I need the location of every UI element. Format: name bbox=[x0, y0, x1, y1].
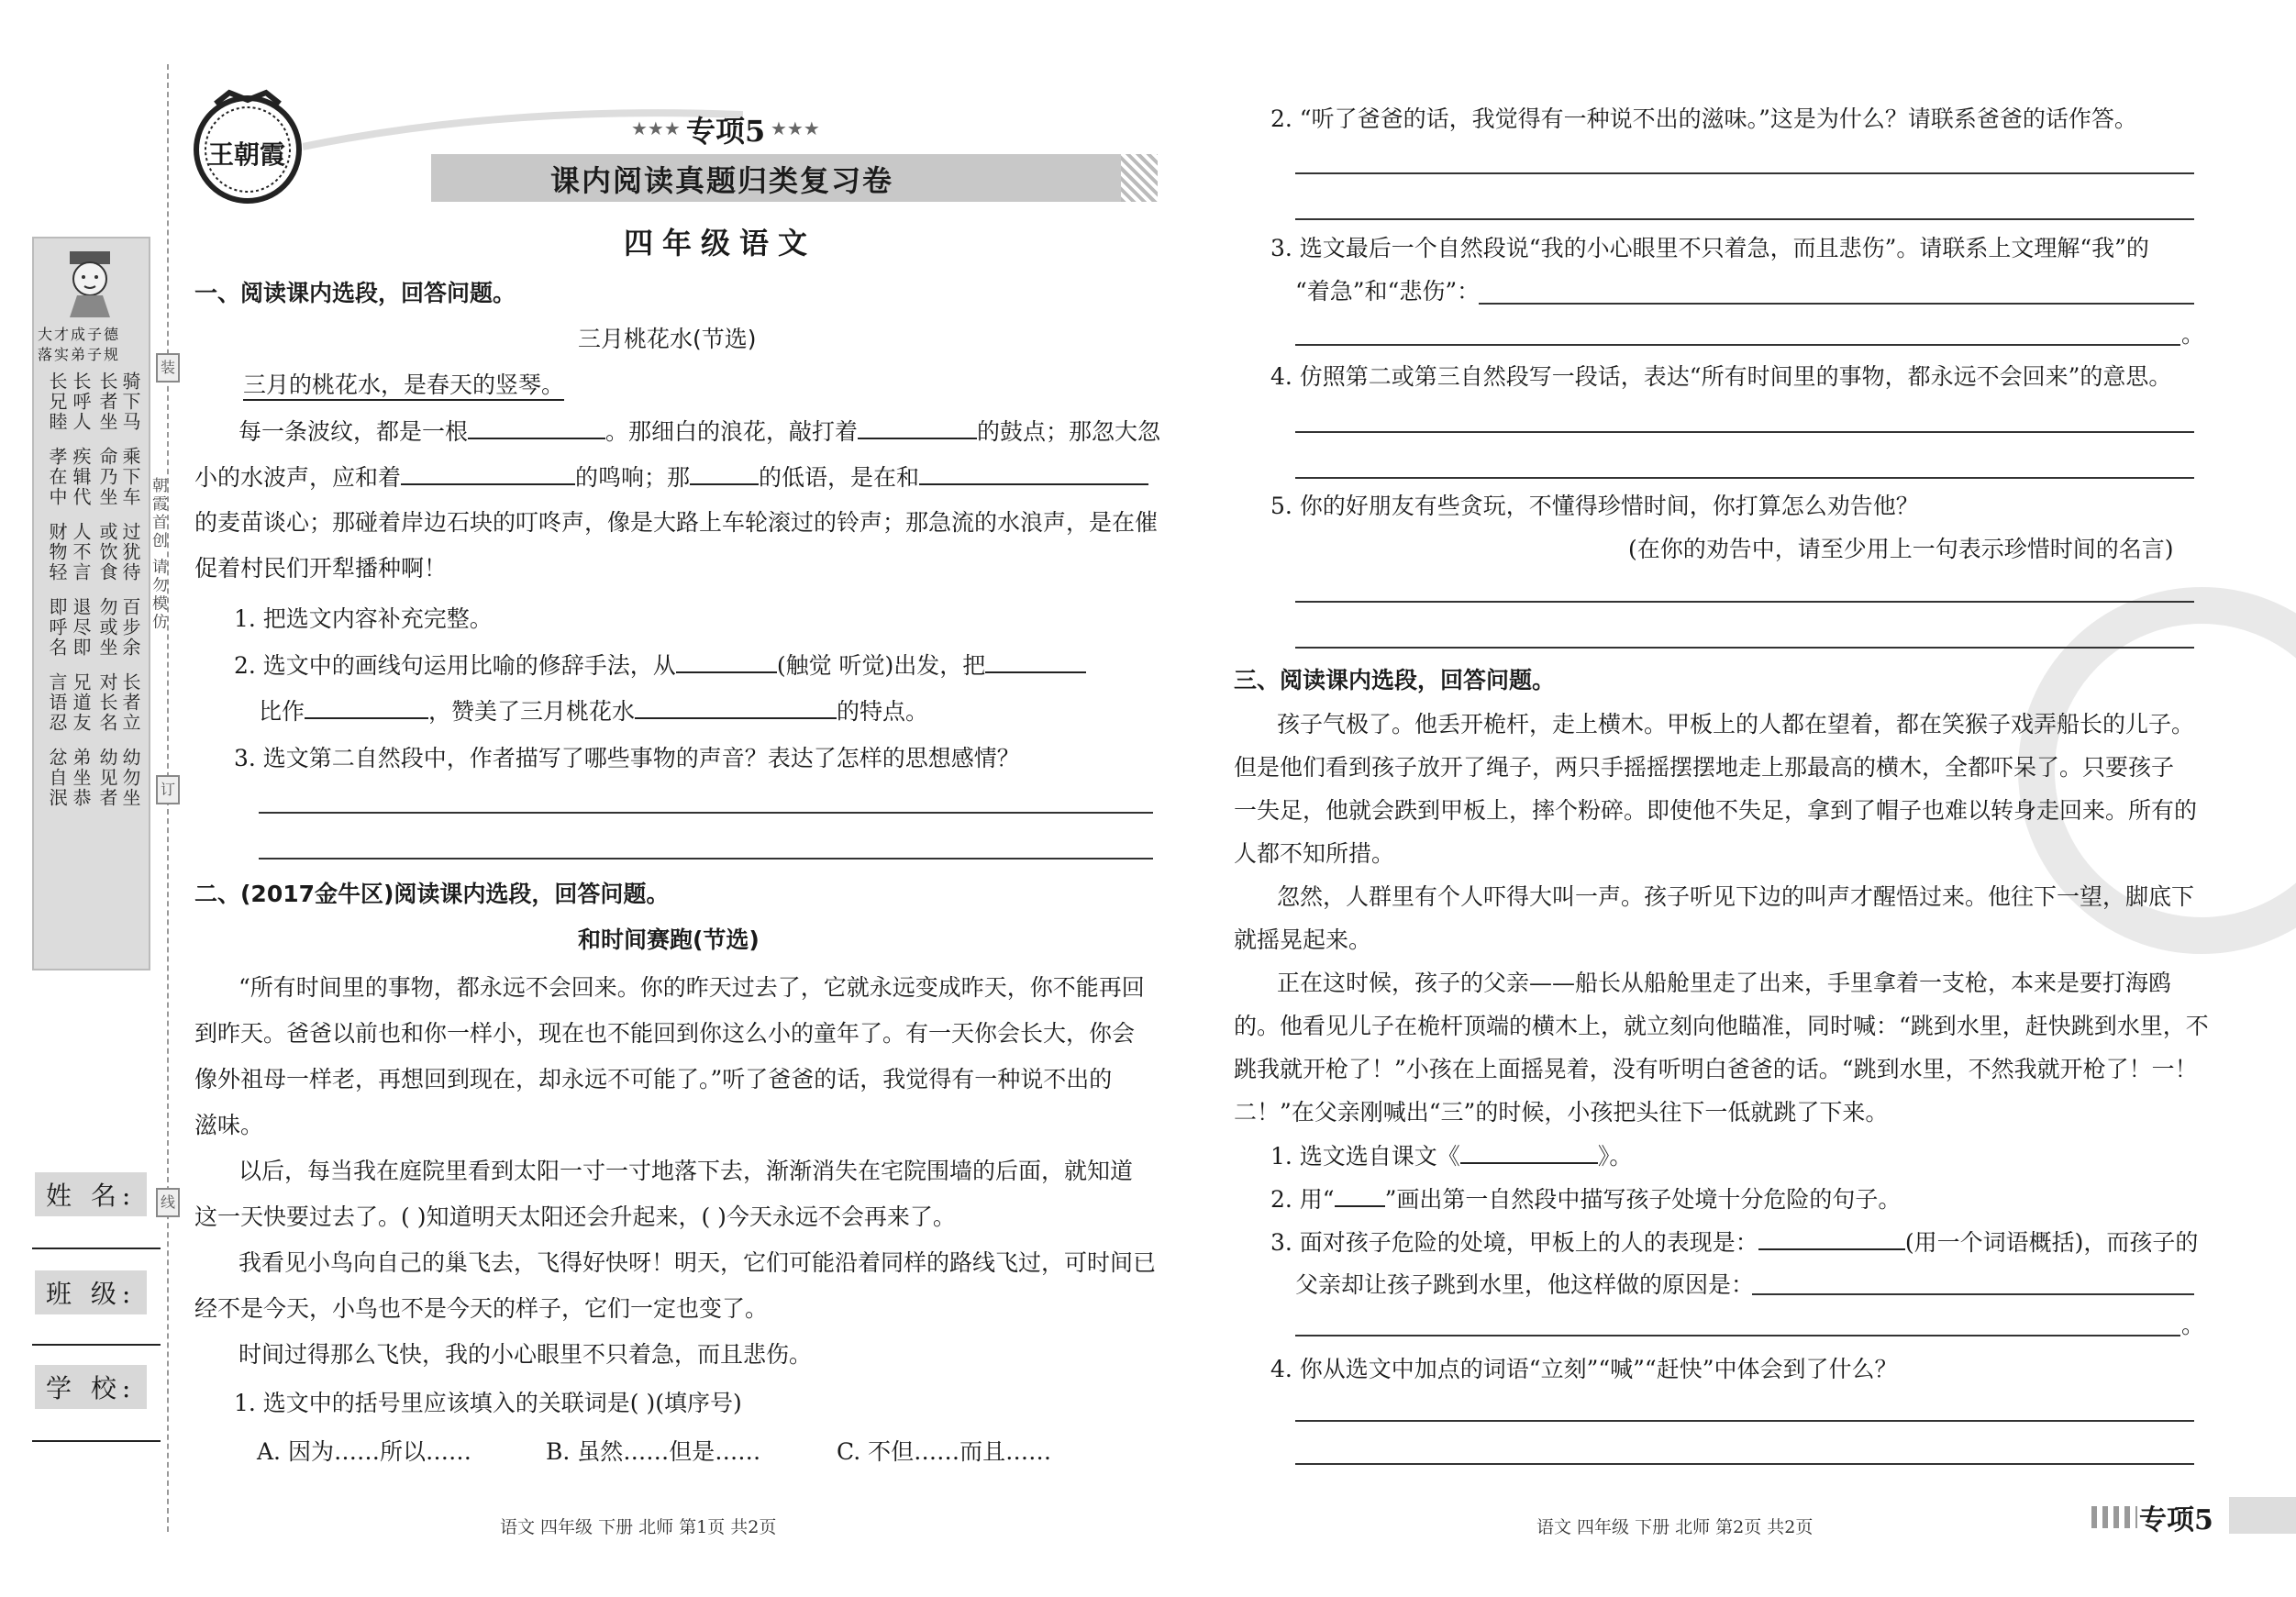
text: 2. 用“ bbox=[1270, 1186, 1335, 1213]
answer-line[interactable] bbox=[1479, 303, 2194, 305]
answer-line[interactable] bbox=[1295, 431, 2194, 433]
star-right-icon: ★★★ bbox=[771, 117, 820, 139]
part3-line: 正在这时候，孩子的父亲——船长从船舱里走了出来，手里拿着一支枪，本来是要打海鸥 bbox=[1277, 970, 2172, 996]
poem-col: 长兄睦 bbox=[46, 372, 68, 432]
text: ”画出第一自然段中描写孩子处境十分危险的句子。 bbox=[1384, 1186, 1902, 1213]
text: 》。 bbox=[1597, 1143, 1633, 1170]
poem-col: 幼见者 bbox=[96, 748, 118, 808]
part1-p1: 三月的桃花水，是春天的竖琴。 bbox=[243, 372, 564, 401]
text: 。那细白的浪花，敲打着 bbox=[605, 418, 859, 445]
school-label: 学 校: bbox=[35, 1365, 147, 1409]
motto-line-1: 大才成子德 bbox=[38, 326, 121, 343]
poem-col: 孝在中 bbox=[46, 447, 68, 507]
part3-q4: 4. 你从选文中加点的词语“立刻”“喊”“赶快”中体会到了什么？ bbox=[1270, 1356, 1898, 1382]
answer-line[interactable] bbox=[259, 812, 1153, 814]
poem-col: 人不言 bbox=[70, 522, 92, 582]
poem-col: 即呼名 bbox=[46, 597, 68, 658]
part3-line: 的。他看见儿子在桅杆顶端的横木上，就立刻向他瞄准，同时喊：“跳到水里，赶快跳到水里，不 bbox=[1234, 1013, 2209, 1039]
poem-col: 退尽即 bbox=[70, 597, 92, 658]
option-c[interactable]: C. 不但……而且…… bbox=[837, 1438, 1052, 1465]
part3-line: 忽然，人群里有个人吓得大叫一声。孩子听见下边的叫声才醒悟过来。他往下一望，脚底下 bbox=[1277, 883, 2195, 910]
text: 的低语，是在和 bbox=[759, 464, 920, 491]
part1-passage-title: 三月桃花水(节选) bbox=[578, 326, 757, 352]
part1-p2-line3: 的麦苗谈心；那碰着岸边石块的叮咚声，像是大路上车轮滚过的铃声；那急流的水浪声，是在催 bbox=[194, 509, 1159, 536]
part1-p2-line1 bbox=[238, 417, 1160, 446]
part2-q5: 5. 你的好朋友有些贪玩，不懂得珍惜时间，你打算怎么劝告他？ bbox=[1270, 493, 1919, 519]
poem-col: 长者立 bbox=[119, 672, 141, 733]
poem-col: 或饮食 bbox=[96, 522, 118, 582]
answer-line[interactable] bbox=[1295, 1463, 2194, 1465]
poem-col: 财物轻 bbox=[46, 522, 68, 582]
cartoon-icon bbox=[57, 248, 123, 319]
poem-col: 对长名 bbox=[96, 672, 118, 733]
part3-line: 人都不知所措。 bbox=[1234, 840, 1395, 867]
poem-col: 勿或坐 bbox=[96, 597, 118, 658]
part2-q1: 1. 选文中的括号里应该填入的关联词是( )(填序号) bbox=[234, 1390, 742, 1416]
part3-line: 一失足，他就会跌到甲板上，摔个粉碎。即使他不失足，拿到了帽子也难以转身走回来。所有的 bbox=[1234, 797, 2198, 824]
period-mark: 。 bbox=[2181, 321, 2205, 348]
class-label: 班 级: bbox=[35, 1270, 147, 1314]
blank[interactable] bbox=[1335, 1185, 1385, 1207]
blank[interactable] bbox=[690, 463, 759, 485]
poem-col: 疾辑代 bbox=[70, 447, 92, 507]
part2-q3-line1: 3. 选文最后一个自然段说“我的小心眼里不只着急，而且悲伤”。请联系上文理解“我”的 bbox=[1270, 235, 2149, 261]
motto-line-2: 落实弟子规 bbox=[38, 346, 121, 363]
period-mark: 。 bbox=[2181, 1312, 2205, 1338]
part3-q2 bbox=[1270, 1185, 1901, 1214]
title-checker bbox=[1121, 154, 1158, 202]
poem-col: 忿自泯 bbox=[46, 748, 68, 808]
blank[interactable] bbox=[985, 651, 1086, 673]
part2-q5-note: (在你的劝告中，请至少用上一句表示珍惜时间的名言) bbox=[1628, 536, 2174, 562]
name-label: 姓 名: bbox=[35, 1172, 147, 1216]
page-title: 课内阅读真题归类复习卷 bbox=[550, 163, 894, 198]
part2-q3-line2: “着急”和“悲伤”： bbox=[1295, 278, 1481, 305]
part3-line: 二！”在父亲刚喊出“三”的时候，小孩把头往下一低就跳了下来。 bbox=[1234, 1099, 1889, 1126]
option-b[interactable]: B. 虽然……但是…… bbox=[546, 1438, 761, 1465]
answer-line[interactable] bbox=[1295, 344, 2180, 346]
answer-line[interactable] bbox=[1295, 477, 2194, 479]
part2-line: 时间过得那么飞快，我的小心眼里不只着急，而且悲伤。 bbox=[238, 1341, 813, 1368]
poem-col: 长呼人 bbox=[70, 372, 92, 432]
poem-col: 兄道友 bbox=[70, 672, 92, 733]
blank[interactable] bbox=[1460, 1142, 1598, 1164]
part3-line: 孩子气极了。他丢开桅杆，走上横木。甲板上的人都在望着，都在笑猴子戏弄船长的儿子。 bbox=[1277, 711, 2195, 738]
sidebar-motto-box bbox=[32, 237, 150, 970]
poem-col: 乘下车 bbox=[119, 447, 141, 507]
text: ，赞美了三月桃花水 bbox=[428, 698, 636, 725]
poem-col: 骑下马 bbox=[119, 372, 141, 432]
part2-line: 滋味。 bbox=[194, 1112, 264, 1138]
answer-line[interactable] bbox=[1295, 601, 2194, 603]
text: 比作 bbox=[259, 698, 305, 725]
part1-q1: 1. 把选文内容补充完整。 bbox=[234, 605, 493, 632]
subject-title: 四年级语文 bbox=[624, 226, 817, 261]
brand-name: 王朝霞 bbox=[208, 139, 286, 170]
answer-line[interactable] bbox=[1295, 1420, 2194, 1422]
text: 每一条波纹，都是一根 bbox=[238, 418, 469, 445]
text: (触觉 听觉)出发，把 bbox=[776, 652, 986, 679]
copyright-note: 朝霞首创 请勿模仿 bbox=[149, 477, 167, 632]
text: (用一个词语概括)，而孩子的 bbox=[1904, 1229, 2199, 1256]
part2-line: 这一天快要过去了。( )知道明天太阳还会升起来，( )今天永远不会再来了。 bbox=[194, 1203, 956, 1230]
series-tag: 专项5 bbox=[686, 114, 766, 149]
part1-q2-line2 bbox=[259, 697, 928, 726]
poem-col: 过犹待 bbox=[119, 522, 141, 582]
binding-mark-2: 订 bbox=[156, 775, 180, 804]
text: 的特点。 bbox=[837, 698, 929, 725]
answer-line[interactable] bbox=[1295, 1335, 2180, 1336]
binding-mark-1: 装 bbox=[156, 353, 180, 383]
part1-q3: 3. 选文第二自然段中，作者描写了哪些事物的声音？表达了怎样的思想感情？ bbox=[234, 745, 1020, 771]
part2-line: 经不是今天，小鸟也不是今天的样子，它们一定也变了。 bbox=[194, 1295, 769, 1322]
part2-line: 像外祖母一样老，再想回到现在，却永远不可能了。”听了爸爸的话，我觉得有一种说不出的 bbox=[194, 1066, 1113, 1092]
part3-line: 就摇晃起来。 bbox=[1234, 926, 1372, 953]
part3-q3-line1 bbox=[1270, 1228, 2198, 1257]
part2-line: “所有时间里的事物，都永远不会回来。你的昨天过去了，它就永远变成昨天，你不能再回 bbox=[238, 974, 1145, 1001]
text: 小的水波声，应和着 bbox=[194, 464, 402, 491]
binding-mark-3: 线 bbox=[156, 1188, 180, 1217]
part2-q2: 2. “听了爸爸的话，我觉得有一种说不出的滋味。”这是为什么？请联系爸爸的话作答。 bbox=[1270, 105, 2137, 132]
footer-left: 语文 四年级 下册 北师 第1页 共2页 bbox=[500, 1517, 777, 1537]
poem-col: 长者坐 bbox=[96, 372, 118, 432]
poem-grid bbox=[38, 372, 146, 959]
part3-heading: 三、阅读课内选段，回答问题。 bbox=[1234, 667, 1556, 693]
text: 的鸣响；那 bbox=[575, 464, 691, 491]
option-a[interactable]: A. 因为……所以…… bbox=[257, 1438, 471, 1465]
blank[interactable] bbox=[858, 417, 977, 439]
text: 的鼓点；那忽大忽 bbox=[977, 418, 1161, 445]
text: 1. 选文选自课文《 bbox=[1270, 1143, 1460, 1170]
class-field[interactable] bbox=[32, 1344, 161, 1346]
answer-line[interactable] bbox=[1295, 218, 2194, 220]
part3-line: 但是他们看到孩子放开了绳子，两只手摇摇摆摆地走上那最高的横木，全都吓呆了。只要孩子 bbox=[1234, 754, 2175, 781]
poem-col: 弟坐恭 bbox=[70, 748, 92, 808]
answer-line[interactable] bbox=[1295, 647, 2194, 649]
footer-tag: 专项5 bbox=[2139, 1504, 2213, 1536]
blank[interactable] bbox=[1758, 1228, 1905, 1250]
footer-tag-dots bbox=[2091, 1506, 2137, 1528]
poem-col: 言语忍 bbox=[46, 672, 68, 733]
poem-col: 命乃坐 bbox=[96, 447, 118, 507]
name-field[interactable] bbox=[32, 1248, 161, 1249]
star-left-icon: ★★★ bbox=[631, 117, 681, 139]
brand-logo bbox=[188, 87, 307, 206]
footer-tag-bar bbox=[2229, 1497, 2296, 1534]
part1-p2-line2 bbox=[194, 463, 1148, 492]
part3-q1 bbox=[1270, 1142, 1632, 1170]
blank[interactable] bbox=[305, 697, 428, 719]
poem-col: 百步余 bbox=[119, 597, 141, 658]
part3-q3-line2: 父亲却让孩子跳到水里，他这样做的原因是： bbox=[1295, 1271, 1755, 1298]
part2-line: 到昨天。爸爸以前也和你一样小，现在也不能回到你这么小的童年了。有一天你会长大，你会 bbox=[194, 1020, 1136, 1047]
part1-q2-line1 bbox=[234, 651, 1086, 680]
poem-col: 幼勿坐 bbox=[119, 748, 141, 808]
answer-line[interactable] bbox=[1752, 1293, 2194, 1295]
blank[interactable] bbox=[401, 463, 575, 485]
answer-line[interactable] bbox=[259, 858, 1153, 859]
part2-q4: 4. 仿照第二或第三自然段写一段话，表达“所有时间里的事物，都永远不会回来”的意思。 bbox=[1270, 363, 2172, 390]
part2-passage-title: 和时间赛跑(节选) bbox=[578, 926, 760, 953]
blank[interactable] bbox=[468, 417, 605, 439]
part1-heading: 一、阅读课内选段，回答问题。 bbox=[194, 280, 516, 306]
text: 2. 选文中的画线句运用比喻的修辞手法，从 bbox=[234, 652, 676, 679]
answer-line[interactable] bbox=[1295, 172, 2194, 174]
footer-right: 语文 四年级 下册 北师 第2页 共2页 bbox=[1536, 1517, 1814, 1537]
part3-line: 跳我就开枪了！”小孩在上面摇晃着，没有听明白爸爸的话。“跳到水里，不然我就开枪了！一！ bbox=[1234, 1056, 2198, 1082]
blank[interactable] bbox=[676, 651, 777, 673]
blank[interactable] bbox=[635, 697, 837, 719]
part2-line: 以后，每当我在庭院里看到太阳一寸一寸地落下去，渐渐消失在宅院围墙的后面，就知道 bbox=[238, 1158, 1134, 1184]
part2-heading: 二、(2017金牛区)阅读课内选段，回答问题。 bbox=[194, 881, 670, 907]
text: 3. 面对孩子危险的处境，甲板上的人的表现是： bbox=[1270, 1229, 1758, 1256]
blank[interactable] bbox=[919, 463, 1148, 485]
part2-line: 我看见小鸟向自己的巢飞去，飞得好快呀！明天，它们可能沿着同样的路线飞过，可时间已 bbox=[238, 1249, 1157, 1276]
school-field[interactable] bbox=[32, 1440, 161, 1442]
part1-p2-line4: 促着村民们开犁播种啊！ bbox=[194, 555, 448, 582]
